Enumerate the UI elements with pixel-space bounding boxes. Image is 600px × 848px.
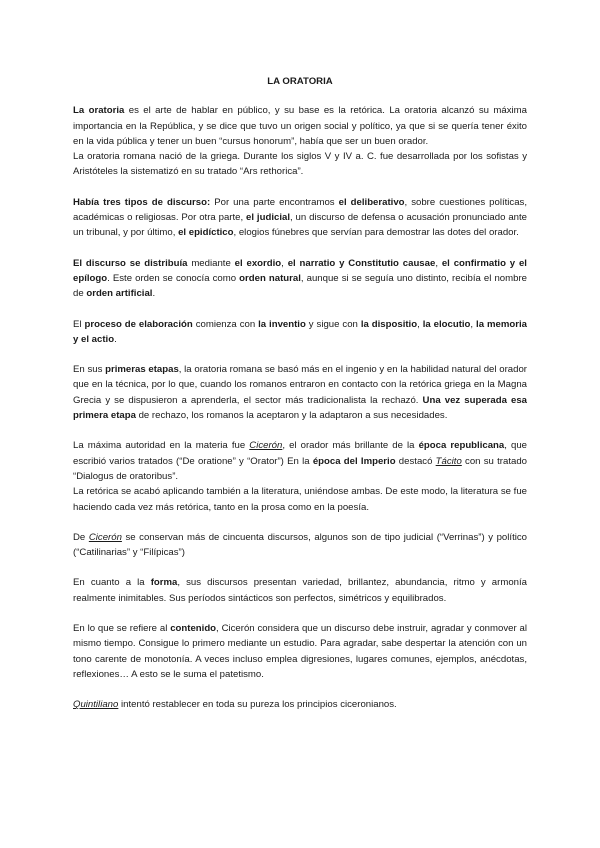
text-span: . <box>114 333 117 345</box>
text-span: . <box>152 288 156 300</box>
text-span: , que escribió varios tratados (“De oratione” y “Orator”) En la <box>73 440 527 467</box>
term-proceso-elaboracion: proceso de elaboración <box>84 318 193 330</box>
text-span: , aunque si se seguía uno distinto, recibía el nombre de <box>73 272 527 300</box>
paragraph-authority <box>73 438 527 484</box>
text-span: En sus <box>73 364 106 376</box>
term-elocutio: la elocutio <box>422 318 471 330</box>
text-span: comienza con <box>192 318 259 330</box>
text-span: , sobre cuestiones políticas, académicas o religiosas. Por otra parte, <box>73 196 528 224</box>
text-span: con su tratado “Dialogus de oratoribus”. <box>73 455 528 482</box>
term-contenido: contenido <box>170 623 217 635</box>
text-span: , un discurso de defensa o acusación pronunciado ante un tribunal, y por último, <box>73 212 527 239</box>
term-dispositio: la dispositio <box>360 318 418 330</box>
term-forma: forma <box>150 577 178 589</box>
term-orden-artificial: orden artificial <box>86 288 153 300</box>
name-ciceron: Cicerón <box>249 440 283 452</box>
term-epidictico: el epidíctico <box>178 227 234 239</box>
term-epoca-republicana: época republicana <box>418 440 505 452</box>
paragraph-early-stages <box>73 362 527 423</box>
term-primeras-etapas: primeras etapas <box>105 364 179 376</box>
text-span: La máxima autoridad en la materia fue <box>73 440 250 452</box>
paragraph-definition <box>73 103 527 149</box>
term-tipos-discurso: Había tres tipos de discurso: <box>73 196 211 208</box>
paragraph-discourse-structure <box>73 256 527 302</box>
term-memoria-actio: la memoria y el actio <box>73 318 527 345</box>
paragraph-elaboration <box>73 317 527 348</box>
paragraph-speeches <box>73 530 527 561</box>
text-span: y sigue con <box>305 318 361 330</box>
text-span: es el arte de hablar en público, y su base es la retórica. La oratoria alcanzó su máxima importancia en la República, y se dice que tuvo un origen social y político, ya que si se quería tener éxito en la vida pública y tener un buen “cursus honorum”, había que ser un buen orador. <box>73 105 527 147</box>
text-span: , Cicerón considera que un discurso debe instruir, agradar y conmover al mismo tiempo. Consigue lo primero mediante un estudio. Para agradar, sabe despertar la atención con un tono carente de monotonía. A veces incluso emplea digresiones, lugares comunes, ejemplos, anécdotas, reflexiones… A esto se le suma el patetismo. <box>73 623 528 680</box>
term-judicial: el judicial <box>246 212 290 224</box>
text-span: , <box>417 318 423 330</box>
term-discurso-distribuia: El discurso se distribuía <box>73 257 188 269</box>
text-span: de rechazo, los romanos la aceptaron y la adaptaron a sus necesidades. <box>135 410 448 422</box>
document-page <box>73 74 527 728</box>
term-oratoria: La oratoria <box>73 105 125 117</box>
term-confirmatio: el confirmatio y el epílogo <box>73 257 527 284</box>
document-title: LA ORATORIA <box>267 76 333 87</box>
term-narratio: el narratio y Constitutio causae <box>287 257 436 269</box>
term-orden-natural: orden natural <box>239 272 301 284</box>
text-span: En cuanto a la <box>73 577 151 589</box>
text-span: El <box>73 318 85 330</box>
paragraph-literature: La retórica se acabó aplicando también a la literatura, uniéndose ambas. De este modo, la literatura se fue haciendo cada vez más retórica, tanto en la prosa como en la poesía. <box>73 486 527 513</box>
text-span: En lo que se refiere al <box>73 623 171 635</box>
text-span: Por una parte encontramos <box>210 196 339 208</box>
text-span: , <box>435 257 442 269</box>
term-superada-etapa: Una vez superada esa primera etapa <box>73 394 527 422</box>
name-ciceron: Cicerón <box>88 531 122 543</box>
text-span: , el orador más brillante de la <box>282 440 419 452</box>
text-span: De <box>73 531 89 543</box>
text-span: , elogios fúnebres que servían para demostrar las dotes del orador. <box>233 227 519 239</box>
text-span: , <box>281 257 288 269</box>
text-span: , la oratoria romana se basó más en el ingenio y en la habilidad natural del orador que en la técnica, por lo que, cuando los romanos entraron en contacto con la retórica griega en la Magna Grecia y se dispusieron a aprenderla, el sector más tradicionalista la rechazó. <box>73 364 527 406</box>
paragraph-origin: La oratoria romana nació de la griega. Durante los siglos V y IV a. C. fue desarrollada por los sofistas y Aristóteles la sistematizó en su tratado “Ars rethorica”. <box>73 151 527 178</box>
text-span: mediante <box>187 257 235 269</box>
text-span: destacó <box>395 455 436 467</box>
name-tacito: Tácito <box>435 455 462 467</box>
paragraph-form <box>73 575 527 606</box>
paragraph-discourse-types <box>73 195 527 241</box>
text-span: se conservan más de cincuenta discursos, algunos son de tipo judicial (“Verrinas”) y político (“Catilinarias” y “Filípicas”) <box>73 531 527 559</box>
term-epoca-imperio: época del Imperio <box>312 455 396 467</box>
text-span: . Este orden se conocía como <box>107 272 240 284</box>
paragraph-content <box>73 621 527 682</box>
text-span: intentó restablecer en toda su pureza los principios ciceronianos. <box>118 699 397 711</box>
term-inventio: la inventio <box>258 318 306 330</box>
text-span: , sus discursos presentan variedad, brillantez, abundancia, ritmo y armonía realmente inimitables. Sus períodos sintácticos son perfectos, simétricos y equilibrados. <box>73 577 527 604</box>
term-deliberativo: el deliberativo <box>338 196 405 208</box>
name-quintiliano: Quintiliano <box>73 699 119 711</box>
text-span: , <box>470 318 477 330</box>
term-exordio: el exordio <box>234 257 282 269</box>
paragraph-quintiliano <box>73 697 527 712</box>
